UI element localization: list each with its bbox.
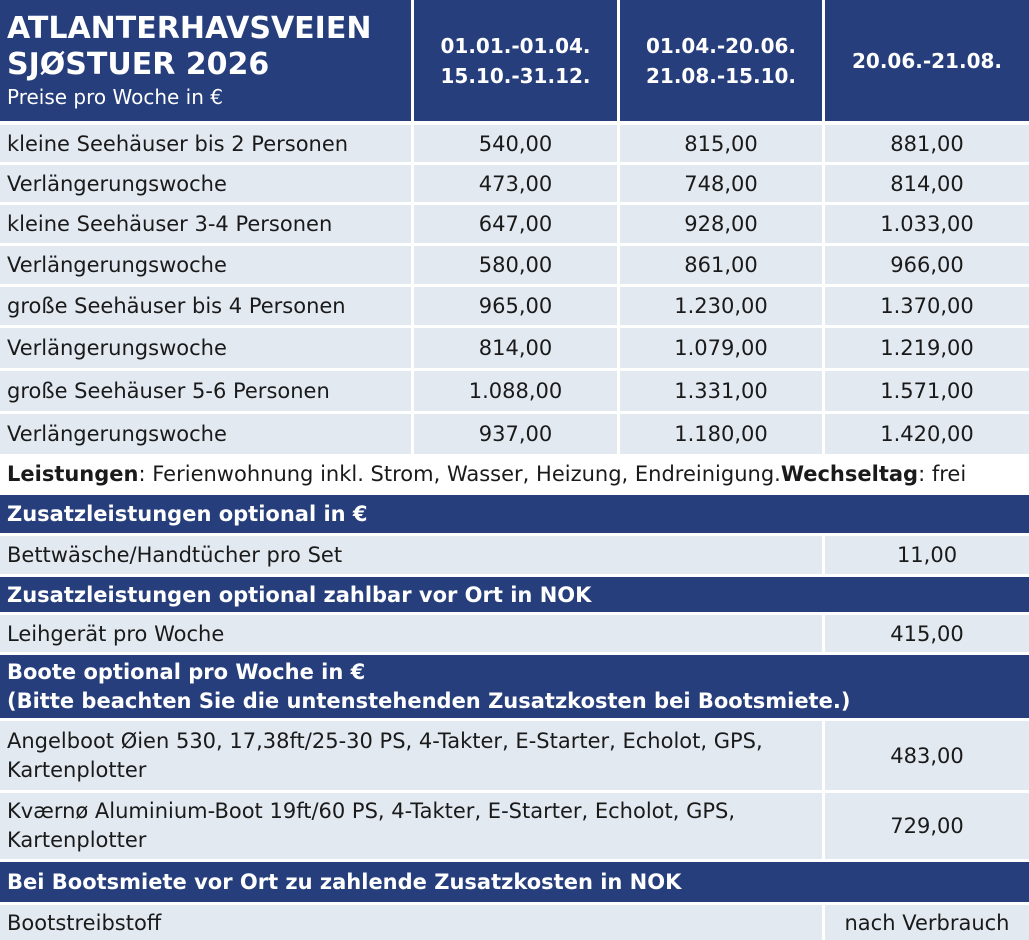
boat-costs-price: nach Verbrauch (825, 905, 1029, 940)
price-row-label: Verlängerungswoche (0, 165, 411, 202)
price-cell: 881,00 (825, 125, 1029, 162)
boat-item (0, 721, 822, 790)
price-cell: 1.370,00 (825, 287, 1029, 325)
extras-nok-heading: Zusatzleistungen optional zahlbar vor Ort in NOK (0, 577, 1029, 612)
price-row-label: Verlängerungswoche (0, 328, 411, 368)
price-cell: 965,00 (414, 287, 617, 325)
price-cell: 1.088,00 (414, 371, 617, 411)
price-cell: 814,00 (414, 328, 617, 368)
price-cell: 928,00 (620, 205, 822, 243)
price-cell: 1.571,00 (825, 371, 1029, 411)
price-row-label: kleine Seehäuser 3-4 Personen (0, 205, 411, 243)
boat-item-line-1: Angelboot Øien 530, 17,38ft/25-30 PS, 4-Takter, E-Starter, Echolot, GPS, (7, 728, 763, 753)
boat-costs-heading: Bei Bootsmiete vor Ort zu zahlende Zusatzkosten in NOK (0, 862, 1029, 902)
boat-price: 729,00 (825, 793, 1029, 859)
period-3-line-1: 20.06.-21.08. (851, 48, 1003, 73)
price-cell: 1.230,00 (620, 287, 822, 325)
changeover-text: : frei (918, 462, 967, 486)
period-header-1 (414, 0, 617, 121)
price-cell: 1.219,00 (825, 328, 1029, 368)
price-cell: 937,00 (414, 414, 617, 454)
price-cell: 1.180,00 (620, 414, 822, 454)
boat-item-line-2: Kartenplotter (7, 828, 147, 852)
services-label: Leistungen (7, 462, 139, 486)
period-header-2 (620, 0, 822, 121)
page-subtitle: Preise pro Woche in € (7, 84, 223, 109)
price-cell: 814,00 (825, 165, 1029, 202)
changeover-label: Wechseltag (780, 462, 919, 486)
price-row-label: Verlängerungswoche (0, 414, 411, 454)
period-2-line-1: 01.04.-20.06. (645, 33, 797, 58)
boat-item-line-2: Kartenplotter (7, 757, 147, 782)
extras-nok-price: 415,00 (825, 615, 1029, 652)
extras-eur-price: 11,00 (825, 536, 1029, 574)
price-cell: 580,00 (414, 246, 617, 284)
services-note (0, 456, 1029, 492)
boat-item-line-1: Kværnø Aluminium-Boot 19ft/60 PS, 4-Takter, E-Starter, Echolot, GPS, (7, 799, 736, 823)
extras-nok-item: Leihgerät pro Woche (0, 615, 822, 652)
price-cell: 748,00 (620, 165, 822, 202)
period-1-line-1: 01.01.-01.04. (440, 33, 591, 58)
boats-heading-line-2: (Bitte beachten Sie die untenstehenden Zusatzkosten bei Bootsmiete.) (7, 688, 851, 713)
price-row-label: Verlängerungswoche (0, 246, 411, 284)
price-cell: 815,00 (620, 125, 822, 162)
price-cell: 1.331,00 (620, 371, 822, 411)
page-title-line-1: ATLANTERHAVSVEIEN (7, 10, 372, 46)
price-cell: 1.079,00 (620, 328, 822, 368)
price-cell: 473,00 (414, 165, 617, 202)
boats-heading-line-1: Boote optional pro Woche in € (7, 659, 366, 684)
services-text: : Ferienwohnung inkl. Strom, Wasser, Heizung, Endreinigung. (138, 462, 781, 486)
period-2-line-2: 21.08.-15.10. (645, 63, 797, 88)
boat-item (0, 793, 822, 859)
price-row-label: kleine Seehäuser bis 2 Personen (0, 125, 411, 162)
period-header-3 (825, 0, 1029, 121)
extras-eur-heading: Zusatzleistungen optional in € (0, 495, 1029, 533)
boats-heading (0, 655, 1029, 718)
boat-price: 483,00 (825, 721, 1029, 790)
price-cell: 647,00 (414, 205, 617, 243)
extras-eur-item: Bettwäsche/Handtücher pro Set (0, 536, 822, 574)
boat-costs-item: Bootstreibstoff (0, 905, 822, 940)
title-block (0, 0, 411, 121)
price-row-label: große Seehäuser 5-6 Personen (0, 371, 411, 411)
price-cell: 1.033,00 (825, 205, 1029, 243)
price-cell: 540,00 (414, 125, 617, 162)
page-title-line-2: SJØSTUER 2026 (7, 46, 270, 82)
price-row-label: große Seehäuser bis 4 Personen (0, 287, 411, 325)
price-cell: 1.420,00 (825, 414, 1029, 454)
price-cell: 861,00 (620, 246, 822, 284)
period-1-line-2: 15.10.-31.12. (440, 63, 591, 88)
price-cell: 966,00 (825, 246, 1029, 284)
